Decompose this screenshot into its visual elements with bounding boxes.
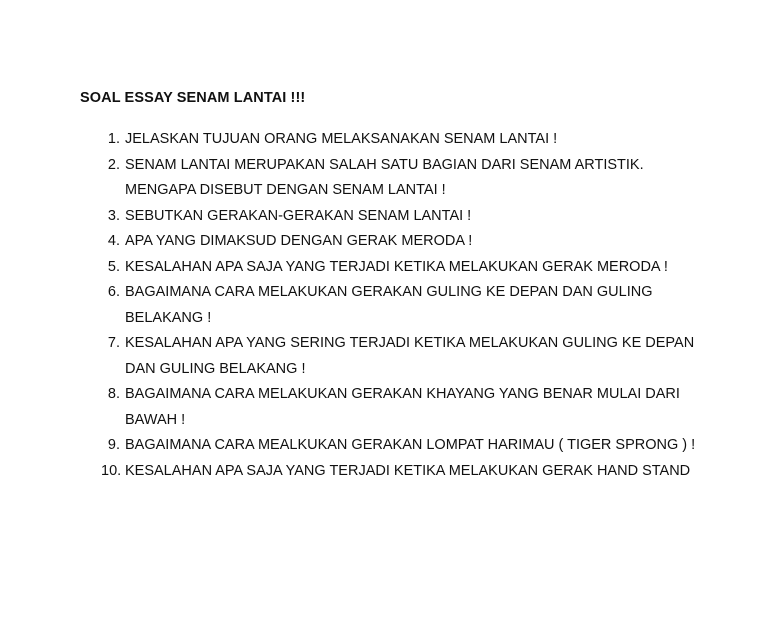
question-text: KESALAHAN APA YANG SERING TERJADI KETIKA MELAKUKAN GULING KE DEPAN DAN GULING BELAKANG ! [125,335,695,377]
question-item [0,127,768,153]
question-text: JELASKAN TUJUAN ORANG MELAKSANAKAN SENAM LANTAI ! [125,131,558,147]
question-item [0,229,768,255]
question-text: KESALAHAN APA SAJA YANG TERJADI KETIKA MELAKUKAN GERAK HAND STAND [125,462,691,479]
question-text: BAGAIMANA CARA MELAKUKAN GERAKAN GULING KE DEPAN DAN GULING BELAKANG ! [125,284,653,326]
question-item [0,153,768,204]
question-list [0,127,768,484]
question-number: 5. [107,258,120,275]
question-item [0,382,768,433]
question-number: 6. [107,284,120,300]
document-title: SOAL ESSAY SENAM LANTAI !!! [80,90,306,106]
question-number: 1. [107,131,120,147]
question-number: 4. [107,233,120,249]
question-item [0,433,768,459]
question-item [0,255,768,281]
question-text: BAGAIMANA CARA MEALKUKAN GERAKAN LOMPAT HARIMAU ( TIGER SPRONG ) ! [125,437,696,453]
question-number: 2. [107,156,120,173]
question-item [0,280,768,331]
question-item [0,331,768,382]
question-number: 8. [107,386,120,402]
question-text: BAGAIMANA CARA MELAKUKAN GERAKAN KHAYANG YANG BENAR MULAI DARI BAWAH ! [125,386,680,428]
question-number: 10. [101,462,122,479]
question-number: 9. [107,437,120,453]
question-text: SEBUTKAN GERAKAN-GERAKAN SENAM LANTAI ! [125,207,472,224]
question-item [0,204,768,230]
question-text: APA YANG DIMAKSUD DENGAN GERAK MERODA ! [125,233,473,249]
question-number: 3. [107,207,120,224]
question-number: 7. [107,335,120,351]
question-text: KESALAHAN APA SAJA YANG TERJADI KETIKA MELAKUKAN GERAK MERODA ! [125,258,668,275]
question-text: SENAM LANTAI MERUPAKAN SALAH SATU BAGIAN DARI SENAM ARTISTIK. MENGAPA DISEBUT DENGAN SENAM LANTAI ! [125,156,644,198]
question-item [0,459,768,485]
